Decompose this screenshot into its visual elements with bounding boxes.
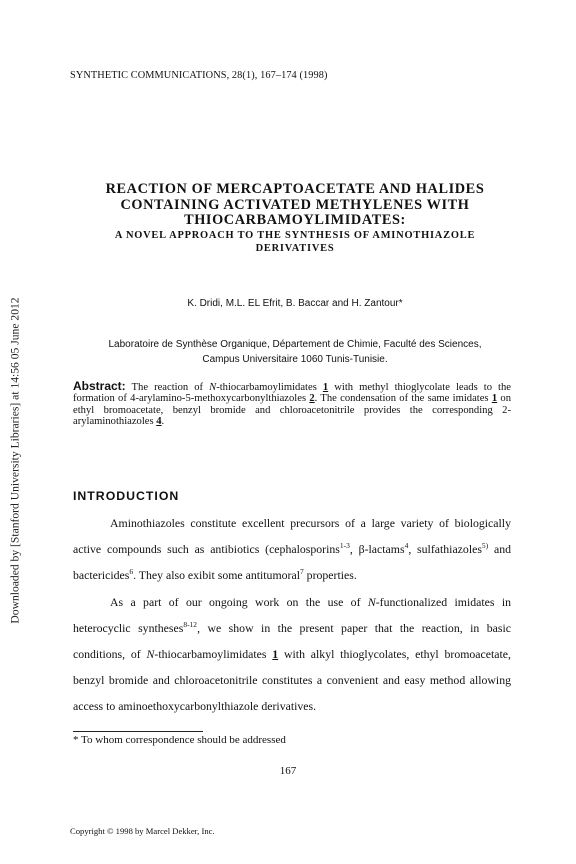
citation: 7 xyxy=(299,567,304,577)
section-heading: INTRODUCTION xyxy=(73,489,180,503)
affiliation xyxy=(60,337,530,367)
title-line: REACTION OF MERCAPTOACETATE AND HALIDES xyxy=(105,181,485,197)
text: , sulfathiazoles xyxy=(408,542,482,557)
download-watermark xyxy=(2,250,28,670)
compound-number: 4 xyxy=(156,416,162,428)
text: , β-lactams xyxy=(349,542,405,557)
paragraph xyxy=(73,589,511,720)
abstract-text: . The condensation of the same imidates xyxy=(314,393,492,405)
abstract-text: with methyl thioglycolate leads to the formation of 4-arylamino-5-methoxycarbonylthiazoles xyxy=(73,382,512,405)
subtitle-line: DERIVATIVES xyxy=(255,242,335,254)
text: with alkyl thioglycolates, ethyl bromoacetate, benzyl bromide and chloroacetonitrile constitutes a convenient and easy method allowing access to aminoethoxycarbonylthiazole derivatives. xyxy=(73,647,511,714)
text: As a part of our ongoing work on the use of xyxy=(110,594,368,609)
text: . They also exibit some antitumoral xyxy=(133,568,300,583)
copyright: Copyright © 1998 by Marcel Dekker, Inc. xyxy=(70,826,215,836)
title-line: THIOCARBAMOYLIMIDATES: xyxy=(184,212,406,228)
compound-number: 2 xyxy=(309,393,315,405)
text: and bactericides xyxy=(73,542,512,583)
compound-number: 1 xyxy=(491,393,498,405)
citation: 4 xyxy=(404,541,409,551)
abstract-text: on ethyl bromoacetate, benzyl bromide and chloroacetonitrile provides the corresponding 2-arylaminothiazoles xyxy=(73,393,511,428)
abstract-text: . xyxy=(161,416,165,428)
text: -thiocarbamoylimidates xyxy=(154,647,273,662)
text: Aminothiazoles constitute excellent precursors of a large variety of biologically active compounds such as antibiotics (cephalosporins xyxy=(73,516,511,557)
abstract-label: Abstract: xyxy=(73,379,126,393)
citation: 6 xyxy=(129,567,134,577)
footnote: * To whom correspondence should be addressed xyxy=(73,734,286,746)
article-title xyxy=(60,182,530,255)
citation: 5) xyxy=(481,541,489,551)
affiliation-line: Campus Universitaire 1060 Tunis-Tunisie. xyxy=(202,354,388,365)
italic-n: N xyxy=(146,647,155,662)
page-number: 167 xyxy=(279,765,297,777)
citation: 8-12 xyxy=(183,619,198,629)
download-note: Downloaded by [Stanford University Libraries] at 14:56 05 June 2012 xyxy=(8,296,22,624)
text: , we show in the present paper that the reaction, in basic conditions, of xyxy=(73,620,511,662)
authors: K. Dridi, M.L. EL Efrit, B. Baccar and H. Zantour* xyxy=(187,298,403,309)
text: properties. xyxy=(303,568,357,583)
compound-number: 1 xyxy=(322,382,329,393)
abstract-text: -thiocarbamoylimidates xyxy=(216,382,323,393)
journal-header: SYNTHETIC COMMUNICATIONS, 28(1), 167–174 (1998) xyxy=(70,70,328,81)
title-line: CONTAINING ACTIVATED METHYLENES WITH xyxy=(120,196,470,213)
abstract-text: The reaction of xyxy=(125,382,210,393)
paragraph xyxy=(73,510,511,589)
citation: 1-3 xyxy=(339,541,350,551)
introduction-body xyxy=(73,510,511,720)
subtitle-line: A NOVEL APPROACH TO THE SYNTHESIS OF AMINOTHIAZOLE xyxy=(114,229,476,241)
affiliation-line: Laboratoire de Synthèse Organique, Département de Chimie, Faculté des Sciences, xyxy=(108,339,482,350)
abstract xyxy=(73,381,511,428)
text: -functionalized imidates in heterocyclic syntheses xyxy=(73,594,511,635)
italic-n: N xyxy=(209,382,217,393)
italic-n: N xyxy=(367,594,376,609)
compound-number: 1 xyxy=(272,647,279,662)
footnote-rule xyxy=(73,731,203,732)
